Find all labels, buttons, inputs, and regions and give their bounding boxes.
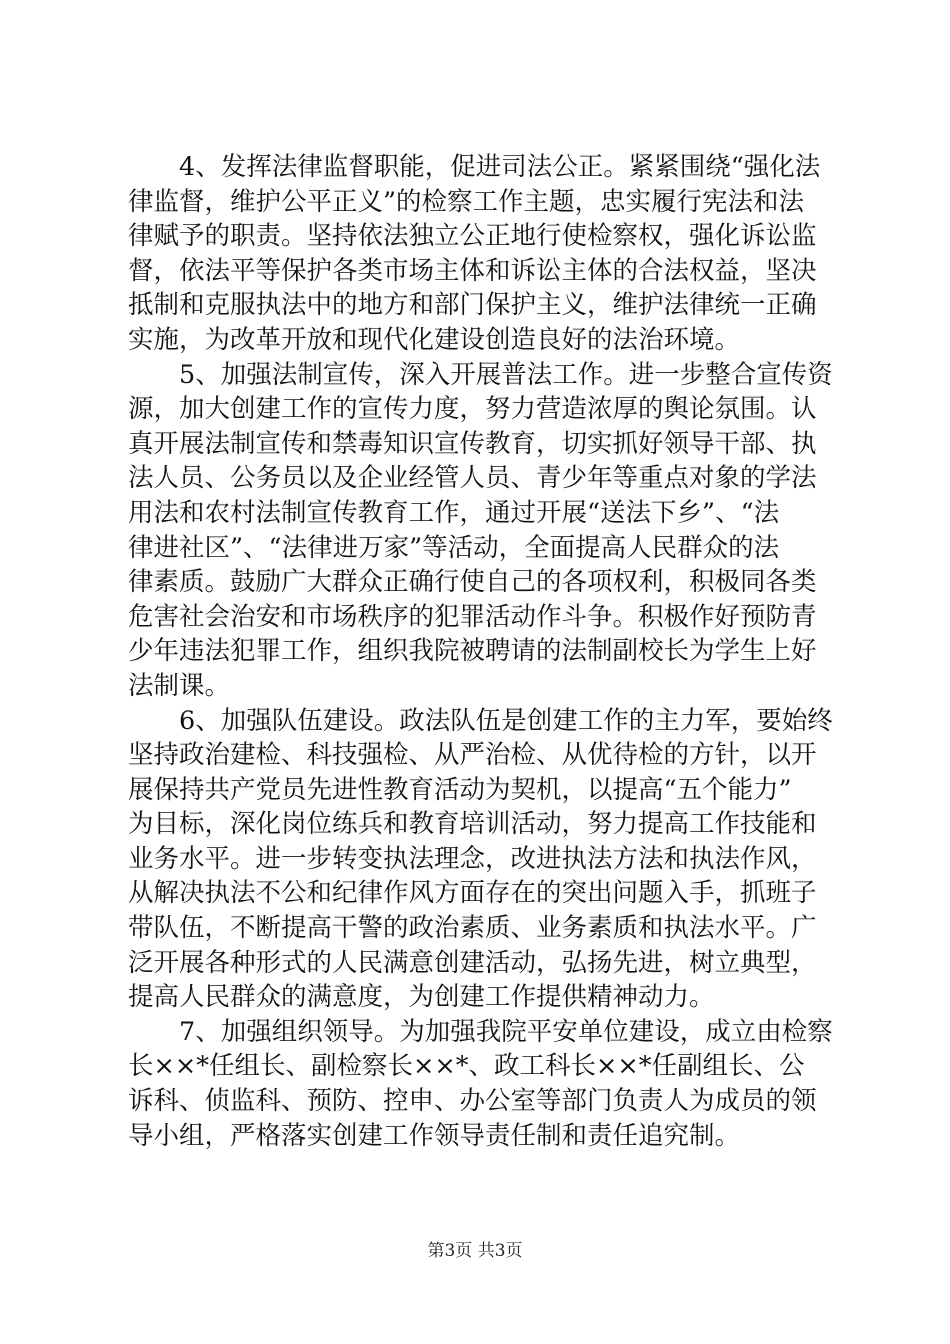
page-number-footer: 第3页 共3页 bbox=[427, 1241, 523, 1261]
paragraph-7-line: 诉科、侦监科、预防、控申、办公室等部门负责人为成员的领 bbox=[128, 1086, 817, 1117]
paragraph-4-line: 律赋予的职责。坚持依法独立公正地行使检察权，强化诉讼监 bbox=[128, 221, 817, 252]
paragraph-6-line: 6、加强队伍建设。政法队伍是创建工作的主力军，要始终 bbox=[179, 705, 833, 736]
paragraph-4-line: 抵制和克服执法中的地方和部门保护主义，维护法律统一正确 bbox=[128, 290, 817, 321]
paragraph-6-line: 坚持政治建检、科技强检、从严治检、从优待检的方针，以开 bbox=[128, 740, 817, 771]
paragraph-5-line: 源，加大创建工作的宣传力度，努力营造浓厚的舆论氛围。认 bbox=[128, 394, 817, 425]
paragraph-7-line: 长××*任组长、副检察长××*、政工科长××*任副组长、公 bbox=[128, 1051, 805, 1082]
paragraph-5-line: 危害社会治安和市场秩序的犯罪活动作斗争。积极作好预防青 bbox=[128, 601, 817, 632]
paragraph-5-line: 5、加强法制宣传，深入开展普法工作。进一步整合宣传资 bbox=[179, 359, 833, 390]
paragraph-6-line: 从解决执法不公和纪律作风方面存在的突出问题入手，抓班子 bbox=[128, 878, 817, 909]
paragraph-5-line: 少年违法犯罪工作，组织我院被聘请的法制副校长为学生上好 bbox=[128, 636, 817, 667]
paragraph-7-line: 导小组，严格落实创建工作领导责任制和责任追究制。 bbox=[128, 1120, 741, 1151]
paragraph-4-line: 督，依法平等保护各类市场主体和诉讼主体的合法权益，坚决 bbox=[128, 255, 817, 286]
paragraph-6-line: 提高人民群众的满意度，为创建工作提供精神动力。 bbox=[128, 982, 715, 1013]
document-body bbox=[128, 150, 833, 1153]
paragraph-6-line: 业务水平。进一步转变执法理念，改进执法方法和执法作风， bbox=[128, 843, 817, 874]
paragraph-4-line: 实施，为改革开放和现代化建设创造良好的法治环境。 bbox=[128, 324, 741, 355]
paragraph-5-line: 真开展法制宣传和禁毒知识宣传教育，切实抓好领导干部、执 bbox=[128, 428, 817, 459]
paragraph-7-line: 7、加强组织领导。为加强我院平安单位建设，成立由检察 bbox=[179, 1016, 833, 1047]
paragraph-6-line: 展保持共产党员先进性教育活动为契机，以提高“五个能力” bbox=[128, 774, 792, 805]
paragraph-6-line: 泛开展各种形式的人民满意创建活动，弘扬先进，树立典型， bbox=[128, 947, 817, 978]
paragraph-5-line: 用法和农村法制宣传教育工作，通过开展“送法下乡”、“法 bbox=[128, 497, 780, 528]
paragraph-5-line: 律进社区”、“法律进万家”等活动，全面提高人民群众的法 bbox=[128, 532, 780, 563]
paragraph-4-line: 律监督，维护公平正义”的检察工作主题，忠实履行宪法和法 bbox=[128, 186, 805, 217]
paragraph-4-line: 4、发挥法律监督职能，促进司法公正。紧紧围绕“强化法 bbox=[179, 152, 821, 182]
paragraph-6-line: 带队伍，不断提高干警的政治素质、业务素质和执法水平。广 bbox=[128, 913, 817, 944]
paragraph-5-line: 法制课。 bbox=[128, 670, 231, 701]
paragraph-5-line: 法人员、公务员以及企业经管人员、青少年等重点对象的学法 bbox=[128, 463, 817, 494]
paragraph-6-line: 为目标，深化岗位练兵和教育培训活动，努力提高工作技能和 bbox=[128, 809, 817, 840]
paragraph-5-line: 律素质。鼓励广大群众正确行使自己的各项权利，积极同各类 bbox=[128, 567, 817, 598]
